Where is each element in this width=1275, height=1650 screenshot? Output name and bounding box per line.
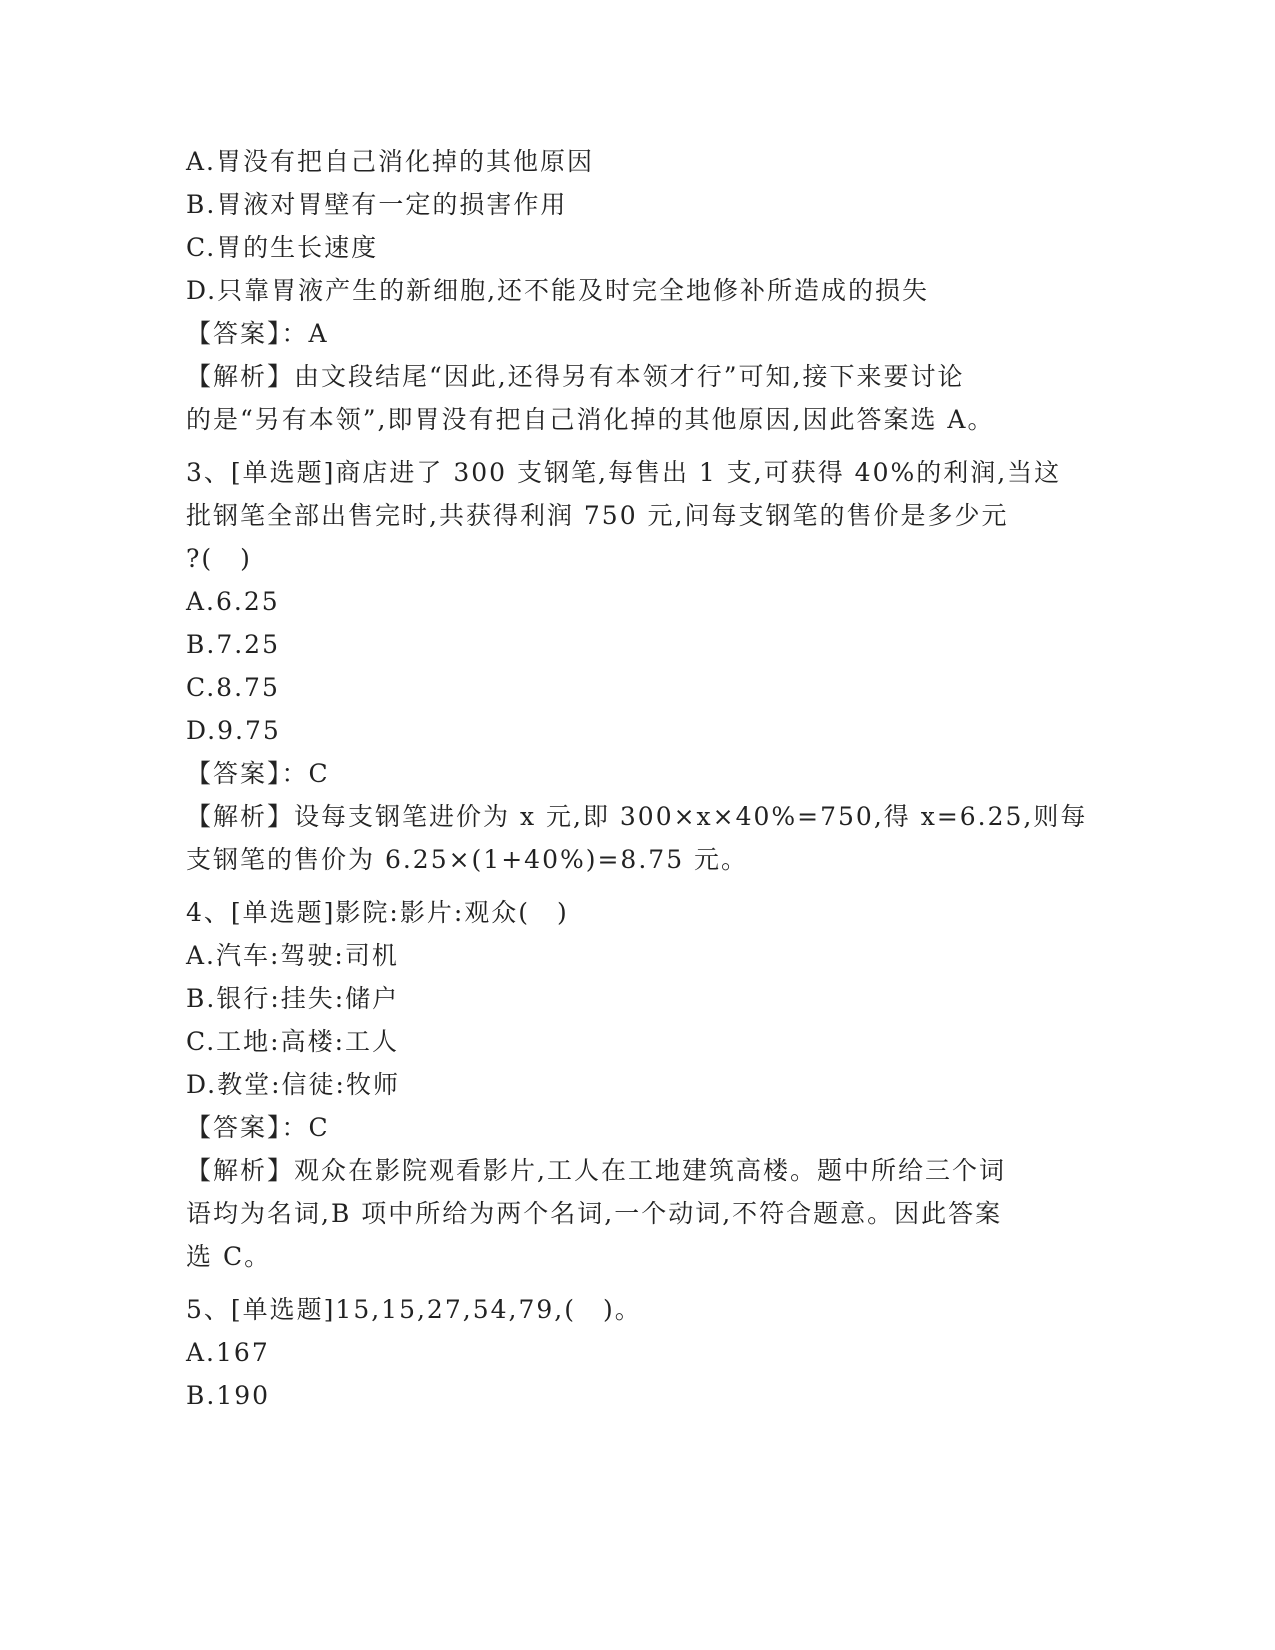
answer: 【答案】：A bbox=[186, 319, 329, 348]
document-page bbox=[186, 140, 1086, 1417]
option-d: D.只靠胃液产生的新细胞,还不能及时完全地修补所造成的损失 bbox=[186, 276, 930, 305]
question-2 bbox=[186, 140, 1086, 441]
option-d: D.教堂:信徒:牧师 bbox=[186, 1070, 400, 1099]
question-stem: ?( ) bbox=[186, 544, 252, 573]
explanation-line: 【解析】设每支钢笔进价为 x 元,即 300×x×40%=750,得 x=6.25,则每 bbox=[186, 802, 1088, 831]
option-b: B.190 bbox=[186, 1381, 271, 1410]
option-b: B.胃液对胃壁有一定的损害作用 bbox=[186, 190, 568, 219]
explanation-line: 选 C。 bbox=[186, 1242, 272, 1271]
answer: 【答案】：C bbox=[186, 759, 330, 788]
explanation-line: 的是“另有本领”,即胃没有把自己消化掉的其他原因,因此答案选 A。 bbox=[186, 405, 995, 434]
question-stem: 批钢笔全部出售完时,共获得利润 750 元,问每支钢笔的售价是多少元 bbox=[186, 501, 1009, 530]
question-stem: 5、[单选题]15,15,27,54,79,( )。 bbox=[186, 1295, 642, 1324]
explanation-line: 支钢笔的售价为 6.25×(1+40%)=8.75 元。 bbox=[186, 845, 749, 874]
explanation-line: 【解析】由文段结尾“因此,还得另有本领才行”可知,接下来要讨论 bbox=[186, 362, 965, 391]
question-stem: 4、[单选题]影院:影片:观众( ) bbox=[186, 898, 569, 927]
option-b: B.7.25 bbox=[186, 630, 280, 659]
question-stem: 3、[单选题]商店进了 300 支钢笔,每售出 1 支,可获得 40%的利润,当这 bbox=[186, 458, 1062, 487]
option-c: C.胃的生长速度 bbox=[186, 233, 379, 262]
question-4 bbox=[186, 891, 1086, 1278]
option-a: A.6.25 bbox=[186, 587, 280, 616]
option-a: A.167 bbox=[186, 1338, 270, 1367]
option-a: A.胃没有把自己消化掉的其他原因 bbox=[186, 147, 595, 176]
explanation-line: 语均为名词,B 项中所给为两个名词,一个动词,不符合题意。因此答案 bbox=[186, 1199, 1003, 1228]
question-3 bbox=[186, 451, 1086, 881]
option-b: B.银行:挂失:储户 bbox=[186, 984, 400, 1013]
option-c: C.工地:高楼:工人 bbox=[186, 1027, 400, 1056]
option-c: C.8.75 bbox=[186, 673, 280, 702]
explanation-line: 【解析】观众在影院观看影片,工人在工地建筑高楼。题中所给三个词 bbox=[186, 1156, 1006, 1185]
question-5 bbox=[186, 1288, 1086, 1417]
option-a: A.汽车:驾驶:司机 bbox=[186, 941, 399, 970]
answer: 【答案】：C bbox=[186, 1113, 330, 1142]
option-d: D.9.75 bbox=[186, 716, 281, 745]
